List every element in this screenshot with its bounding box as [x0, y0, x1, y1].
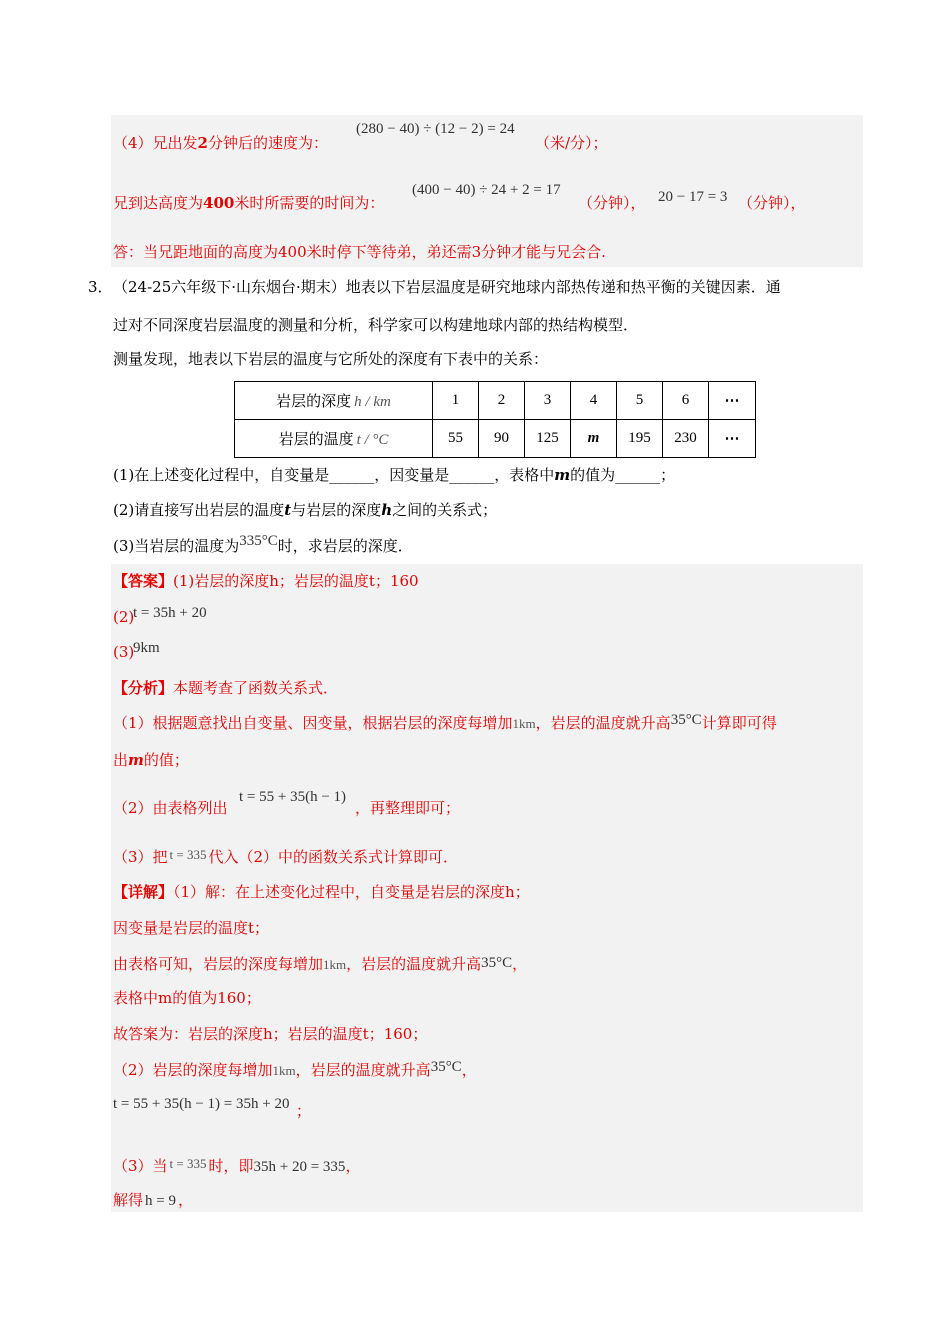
detail-d9: 解得 h = 9 ，: [113, 1191, 193, 1209]
answer-line1: 【答案】(1)岩层的深度h；岩层的温度t；160: [113, 572, 419, 590]
detail-d7-end: ；: [296, 1102, 312, 1120]
table-cell: 6: [663, 382, 709, 420]
table-cell: 1: [433, 382, 479, 420]
table-header-depth: 岩层的深度 h / km: [235, 382, 433, 420]
table-cell: 125: [525, 420, 571, 458]
part4-l2-mid: 米时所需要的时间为：: [234, 194, 385, 212]
analysis-tag: 【分析】: [113, 679, 174, 697]
table-cell: 3: [525, 382, 571, 420]
table-cell-m: m: [571, 420, 617, 458]
q3-number: 3．: [88, 278, 113, 296]
answer-line2: (2): [113, 608, 135, 626]
detail-d6: （2）岩层的深度每增加1km，岩层的温度就升高35°C，: [113, 1059, 477, 1079]
analysis-p3: （3）把 t = 335 代入（2）中的函数关系式计算即可．: [113, 847, 459, 866]
analysis-p2-math: t = 55 + 35(h − 1): [239, 789, 347, 805]
analysis-p1: （1）根据题意找出自变量、因变量，根据岩层的深度每增加1km，岩层的温度就升高35°C计算即可得: [113, 712, 777, 732]
part4-l1-math: (280 − 40) ÷ (12 − 2) = 24: [356, 121, 515, 137]
table-row-temperature: [235, 420, 756, 458]
part4-l1-prefix: （4）兄出发: [113, 134, 198, 152]
part4-l1-suffix: （米/分）；: [535, 134, 608, 152]
table-cell: 5: [617, 382, 663, 420]
table-row-depth: [235, 382, 756, 420]
detail-d8: （3）当 t = 335 时，即35h + 20 = 335，: [113, 1156, 361, 1175]
part4-l2-math2: 20 − 17 = 3: [658, 189, 728, 205]
depth-temperature-table: [234, 381, 756, 458]
table-cell: 90: [479, 420, 525, 458]
analysis-p2-end: ，再整理即可；: [355, 799, 461, 817]
answer-math2: t = 35h + 20: [133, 605, 207, 621]
q3-sub2: (2)请直接写出岩层的温度t与岩层的深度h之间的关系式；: [113, 501, 498, 519]
table-cell: 4: [571, 382, 617, 420]
part4-l2-unit1: （分钟），: [578, 194, 646, 212]
detail-d2: 因变量是岩层的温度t；: [113, 919, 270, 937]
part4-line1: [113, 132, 328, 154]
table-cell: 230: [663, 420, 709, 458]
detail-tag: 【详解】: [113, 883, 174, 901]
answer-line3: (3): [113, 643, 135, 661]
detail-d3: 由表格可知，岩层的深度每增加1km，岩层的温度就升高35°C，: [113, 955, 528, 973]
part4-l2-prefix: 兄到达高度为: [113, 194, 204, 212]
table-cell: 55: [433, 420, 479, 458]
analysis-intro: 【分析】本题考查了函数关系式．: [113, 679, 339, 697]
q3-sub1: (1)在上述变化过程中，自变量是______，因变量是______，表格中m的值为______；: [113, 466, 676, 484]
analysis-p1-cont: 出m的值；: [113, 751, 189, 769]
detail-d4: 表格中m的值为160；: [113, 989, 261, 1007]
q3-line3: 测量发现，地表以下岩层的温度与它所处的深度有下表中的关系：: [113, 350, 549, 368]
table-header-temperature: 岩层的温度 t / °C: [235, 420, 433, 458]
analysis-p2: （2）由表格列出: [113, 799, 228, 817]
q3-line2: 过对不同深度岩层温度的测量和分析，科学家可以构建地球内部的热结构模型．: [113, 316, 639, 334]
q3-line1: （24-25六年级下·山东烟台·期末）地表以下岩层温度是研究地球内部热传递和热平衡的关键因素．通: [113, 278, 781, 296]
part4-l1-mid: 分钟后的速度为：: [207, 134, 328, 152]
q3-sub3: (3)当岩层的温度为335°C时，求岩层的深度．: [113, 533, 413, 555]
part4-line2: [113, 192, 384, 214]
part4-answer: 答：当兄距地面的高度为400米时停下等待弟，弟还需3分钟才能与兄会合.: [113, 243, 606, 261]
part4-l1-num: 2: [197, 134, 208, 152]
table-cell: 195: [617, 420, 663, 458]
answer-math3: 9km: [133, 640, 160, 656]
table-cell-ellipsis: ⋯: [709, 420, 756, 458]
part4-l2-unit2: （分钟），: [738, 194, 806, 212]
answer-tag: 【答案】: [113, 572, 174, 590]
part4-l2-math1: (400 − 40) ÷ 24 + 2 = 17: [412, 182, 561, 198]
table-cell-ellipsis: ⋯: [709, 382, 756, 420]
detail-d7-math: t = 55 + 35(h − 1) = 35h + 20: [113, 1096, 290, 1112]
part4-l2-num: 400: [203, 194, 235, 212]
detail-d5: 故答案为：岩层的深度h；岩层的温度t；160；: [113, 1025, 428, 1043]
table-cell: 2: [479, 382, 525, 420]
detail-d1: 【详解】（1）解：在上述变化过程中，自变量是岩层的深度h；: [113, 883, 530, 901]
